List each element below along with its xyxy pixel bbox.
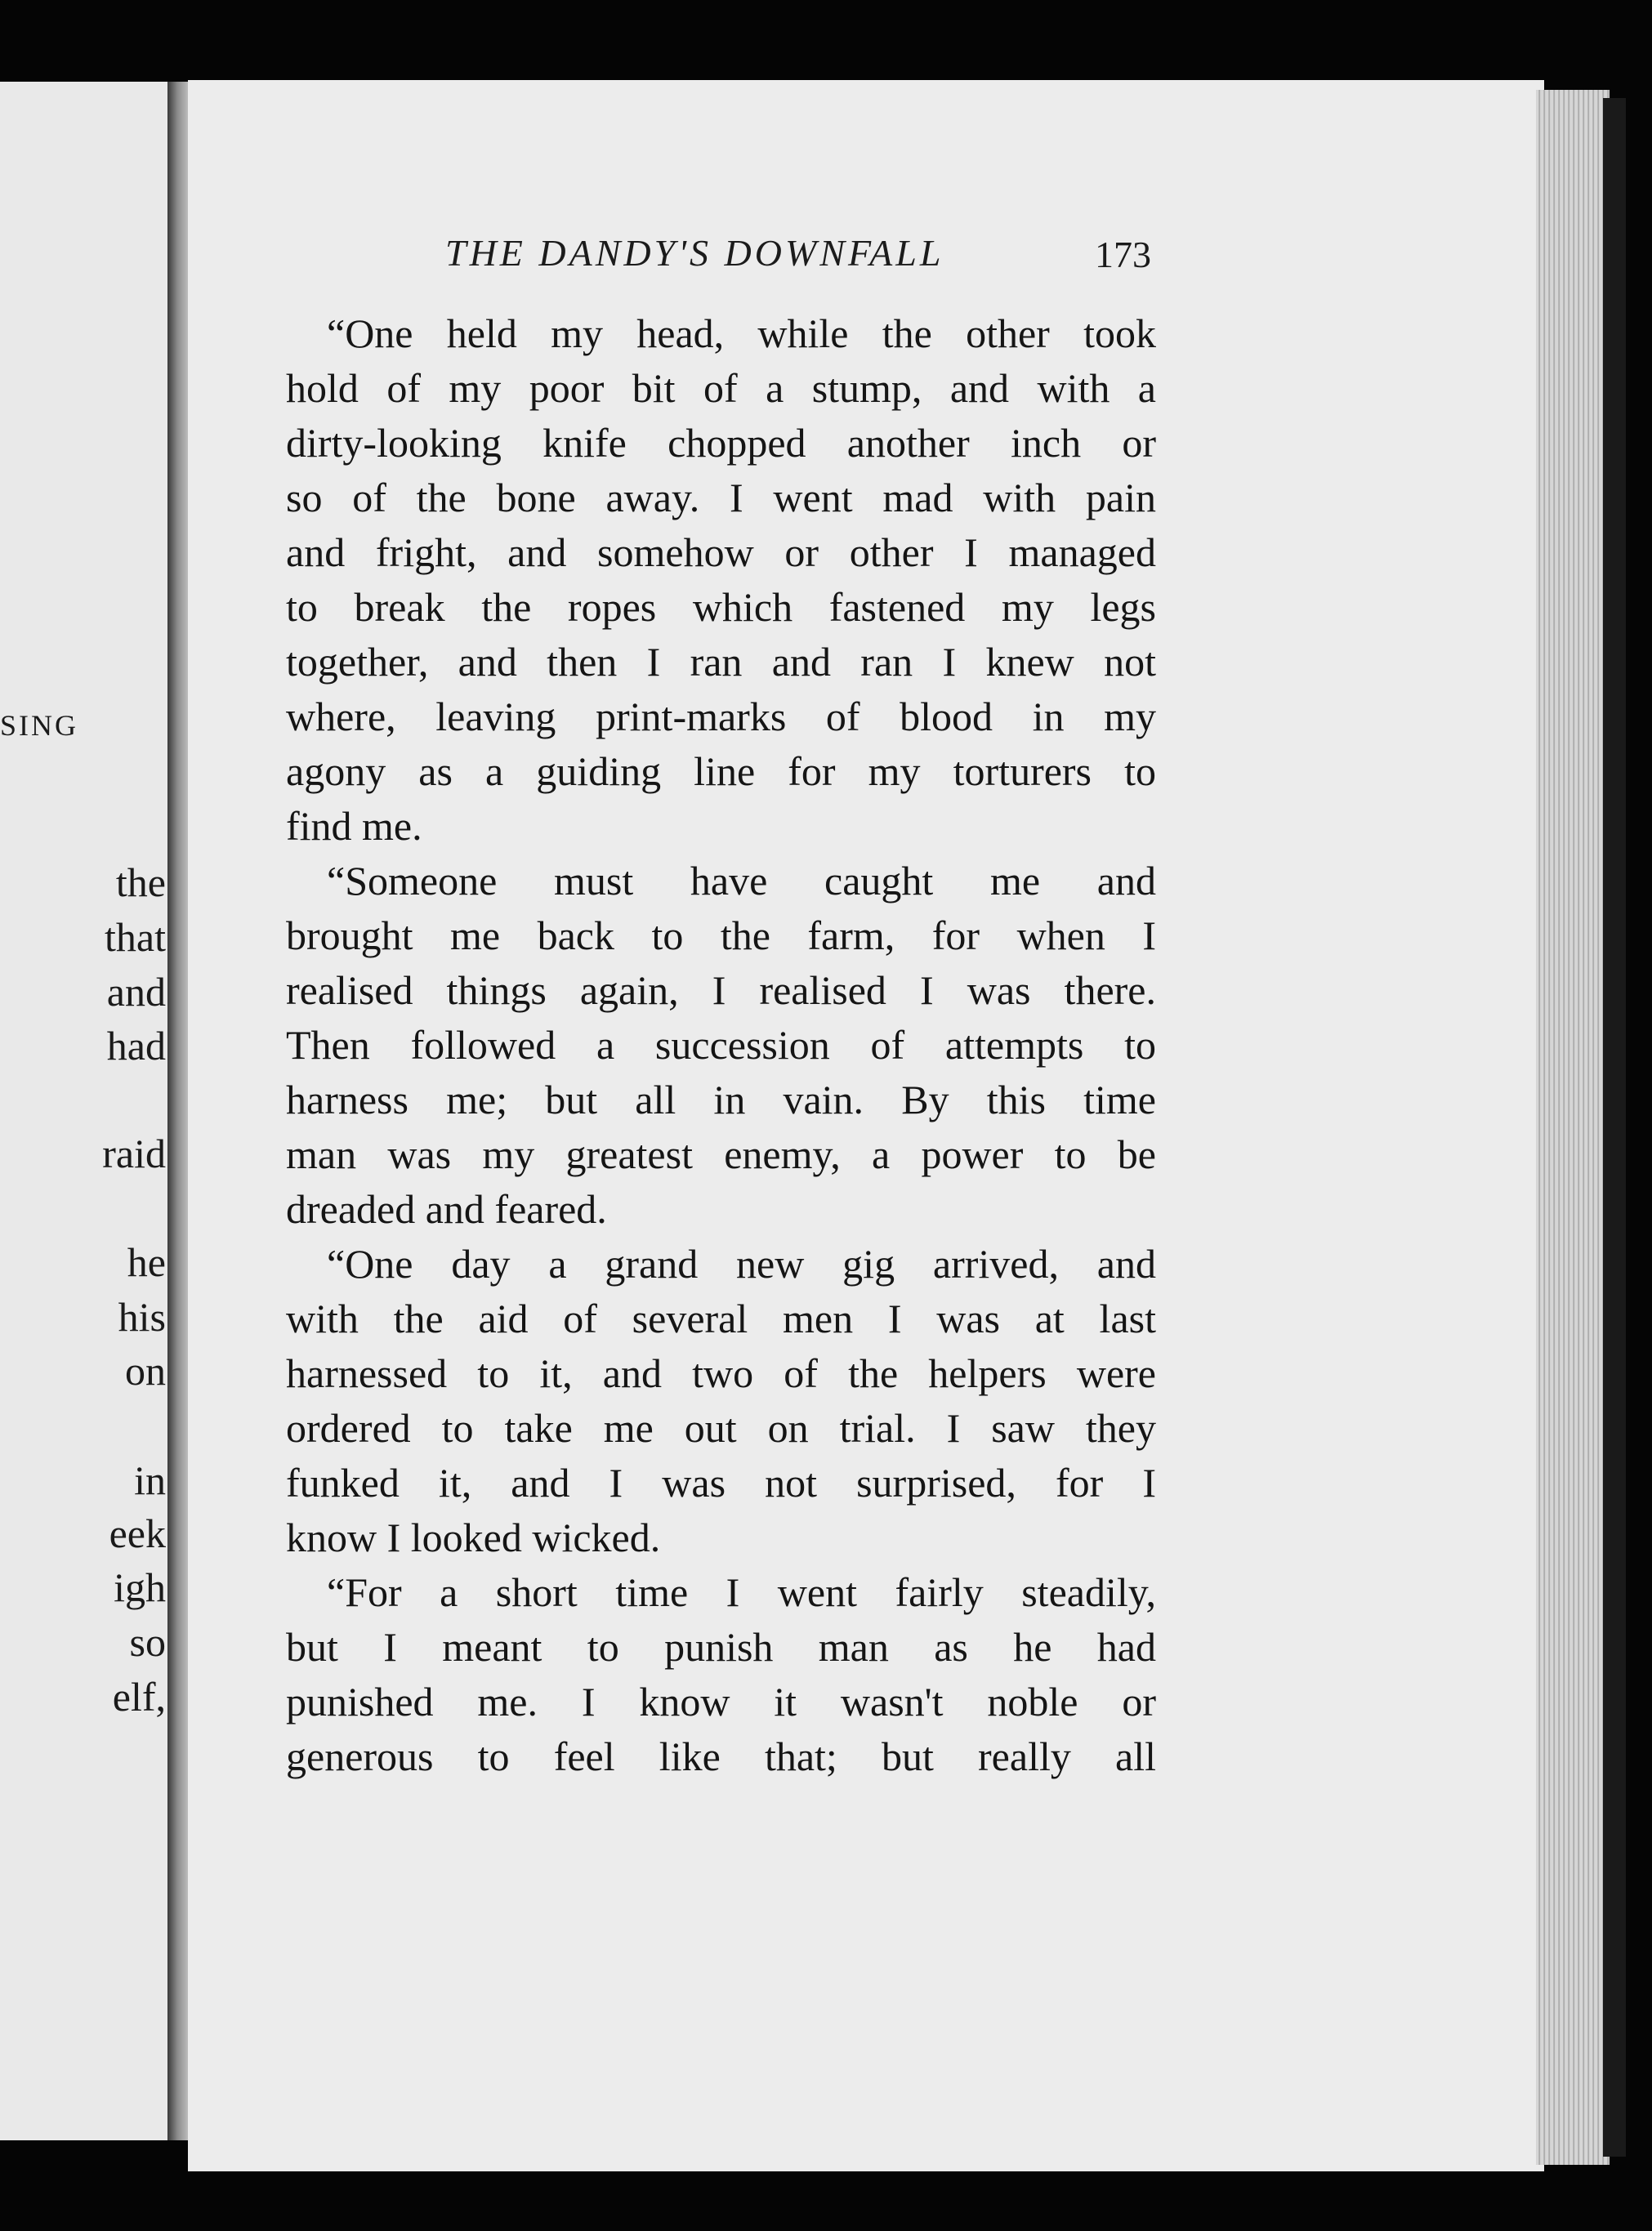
previous-page-fragment xyxy=(0,82,178,2140)
text-line: hold of my poor bit of a stump, and with a xyxy=(286,365,1156,411)
page-number: 173 xyxy=(1095,234,1151,275)
text-line: dreaded and feared. xyxy=(286,1186,607,1232)
previous-page-line-fragment: elf, xyxy=(112,1674,166,1720)
previous-page-line-fragment: igh xyxy=(114,1564,166,1610)
text-line: Then followed a succession of attempts to xyxy=(286,1022,1156,1068)
text-line: harnessed to it, and two of the helpers were xyxy=(286,1350,1156,1396)
text-line: where, leaving print-marks of blood in my xyxy=(286,694,1156,739)
previous-page-line-fragment: the xyxy=(115,859,166,905)
text-line: realised things again, I realised I was there. xyxy=(286,967,1156,1013)
previous-page-line-fragment: in xyxy=(134,1457,166,1503)
body-text xyxy=(286,306,1156,1784)
text-line: know I looked wicked. xyxy=(286,1515,661,1560)
text-line: generous to feel like that; but really all xyxy=(286,1733,1156,1779)
text-line: “Someone must have caught me and xyxy=(327,858,1156,904)
text-line: but I meant to punish man as he had xyxy=(286,1624,1156,1670)
text-line: “For a short time I went fairly steadily, xyxy=(327,1569,1156,1615)
previous-page-line-fragment: he xyxy=(127,1239,166,1285)
previous-page-line-fragment: that xyxy=(105,914,166,960)
previous-page-line-fragment: his xyxy=(118,1294,166,1340)
text-line: man was my greatest enemy, a power to be xyxy=(286,1131,1156,1177)
running-head: THE DANDY'S DOWNFALL xyxy=(445,232,944,274)
text-line: agony as a guiding line for my torturers to xyxy=(286,748,1156,794)
text-line: punished me. I know it wasn't noble or xyxy=(286,1679,1156,1725)
text-line: so of the bone away. I went mad with pain xyxy=(286,475,1156,520)
text-line: together, and then I ran and ran I knew not xyxy=(286,639,1156,685)
page-fore-edge xyxy=(1536,90,1610,2165)
previous-page-line-fragment: on xyxy=(125,1348,166,1394)
text-line: “One held my head, while the other took xyxy=(327,310,1156,356)
text-line: harness me; but all in vain. By this time xyxy=(286,1077,1156,1122)
previous-page-line-fragment: and xyxy=(106,969,166,1015)
previous-page-header-fragment: SING xyxy=(0,709,79,742)
previous-page-line-fragment: so xyxy=(129,1619,166,1665)
text-line: and fright, and somehow or other I managed xyxy=(286,529,1156,575)
text-line: with the aid of several men I was at last xyxy=(286,1296,1156,1341)
text-line: ordered to take me out on trial. I saw they xyxy=(286,1405,1156,1451)
text-line: brought me back to the farm, for when I xyxy=(286,912,1156,958)
text-line: dirty-looking knife chopped another inch or xyxy=(286,420,1156,466)
previous-page-line-fragment: raid xyxy=(102,1131,166,1176)
text-line: funked it, and I was not surprised, for I xyxy=(286,1460,1156,1506)
text-line: find me. xyxy=(286,803,422,849)
text-line: “One day a grand new gig arrived, and xyxy=(327,1241,1156,1287)
fore-edge-shadow xyxy=(1603,98,1626,2157)
previous-page-line-fragment: had xyxy=(106,1023,166,1069)
previous-page-line-fragment: eek xyxy=(109,1510,166,1556)
text-line: to break the ropes which fastened my legs xyxy=(286,584,1156,630)
